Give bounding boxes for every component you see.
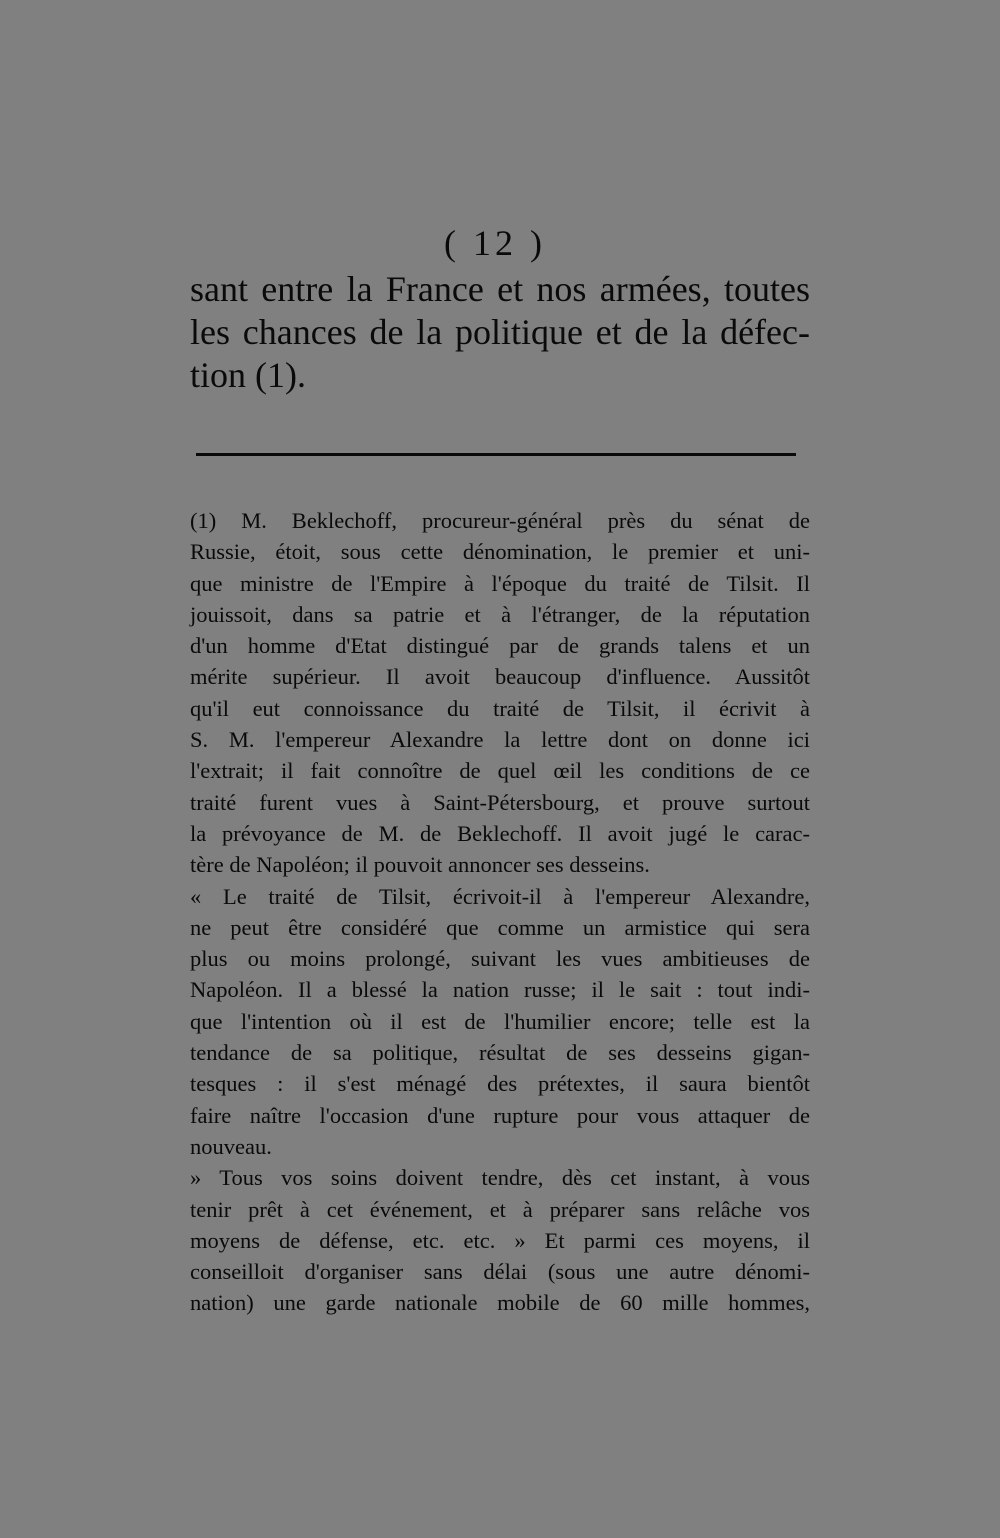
footnote-line: plus ou moins prolongé, suivant les vues ambitieuses de (190, 946, 810, 972)
page-number: ( 12 ) (444, 223, 546, 263)
main-text-line: les chances de la politique et de la défec- (190, 312, 810, 352)
footnote-separator-rule (196, 453, 796, 456)
main-text-line: sant entre la France et nos armées, toutes (190, 269, 810, 309)
footnote-line: que l'intention où il est de l'humilier encore; telle est la (190, 1008, 810, 1034)
footnote-line: (1) M. Beklechoff, procureur-général près du sénat de (190, 508, 810, 533)
footnote-line: mérite supérieur. Il avoit beaucoup d'influence. Aussitôt (190, 664, 810, 690)
footnote-line: « Le traité de Tilsit, écrivoit-il à l'empereur Alexandre, (190, 883, 810, 909)
footnote-line: que ministre de l'Empire à l'époque du traité de Tilsit. Il (190, 570, 810, 596)
footnote-line: jouissoit, dans sa patrie et à l'étranger, de la réputation (190, 601, 810, 627)
footnote-line: Russie, étoit, sous cette dénomination, le premier et uni- (190, 539, 810, 565)
footnote-line: ne peut être considéré que comme un armistice qui sera (190, 914, 810, 940)
footnote-line: » Tous vos soins doivent tendre, dès cet instant, à vous (190, 1165, 810, 1191)
footnote-line: tenir prêt à cet événement, et à préparer sans relâche vos (190, 1196, 810, 1222)
footnote-line: Napoléon. Il a blessé la nation russe; il le sait : tout indi- (190, 977, 810, 1003)
footnote-line: qu'il eut connoissance du traité de Tilsit, il écrivit à (190, 695, 810, 721)
footnote-line: tesques : il s'est ménagé des prétextes, il saura bientôt (190, 1071, 810, 1097)
footnote (190, 505, 810, 1319)
footnote-line: S. M. l'empereur Alexandre la lettre dont on donne ici (190, 727, 810, 753)
footnote-line: la prévoyance de M. de Beklechoff. Il avoit jugé le carac- (190, 820, 810, 846)
footnote-line: d'un homme d'Etat distingué par de grands talens et un (190, 633, 810, 659)
main-text (190, 268, 810, 397)
footnote-line: l'extrait; il fait connoître de quel œil les conditions de ce (190, 758, 810, 784)
main-text-line: tion (1). (190, 355, 306, 395)
footnote-line: tendance de sa politique, résultat de ses desseins gigan- (190, 1040, 810, 1066)
footnote-line: nouveau. (190, 1133, 272, 1159)
footnote-line: tère de Napoléon; il pouvoit annoncer ses desseins. (190, 852, 650, 878)
footnote-line: conseilloit d'organiser sans délai (sous une autre dénomi- (190, 1259, 810, 1285)
footnote-line: faire naître l'occasion d'une rupture pour vous attaquer de (190, 1102, 810, 1128)
footnote-line: moyens de défense, etc. etc. » Et parmi ces moyens, il (190, 1227, 810, 1253)
footnote-line: traité furent vues à Saint-Pétersbourg, et prouve surtout (190, 789, 810, 815)
footnote-line: nation) une garde nationale mobile de 60 mille hommes, (190, 1290, 810, 1316)
